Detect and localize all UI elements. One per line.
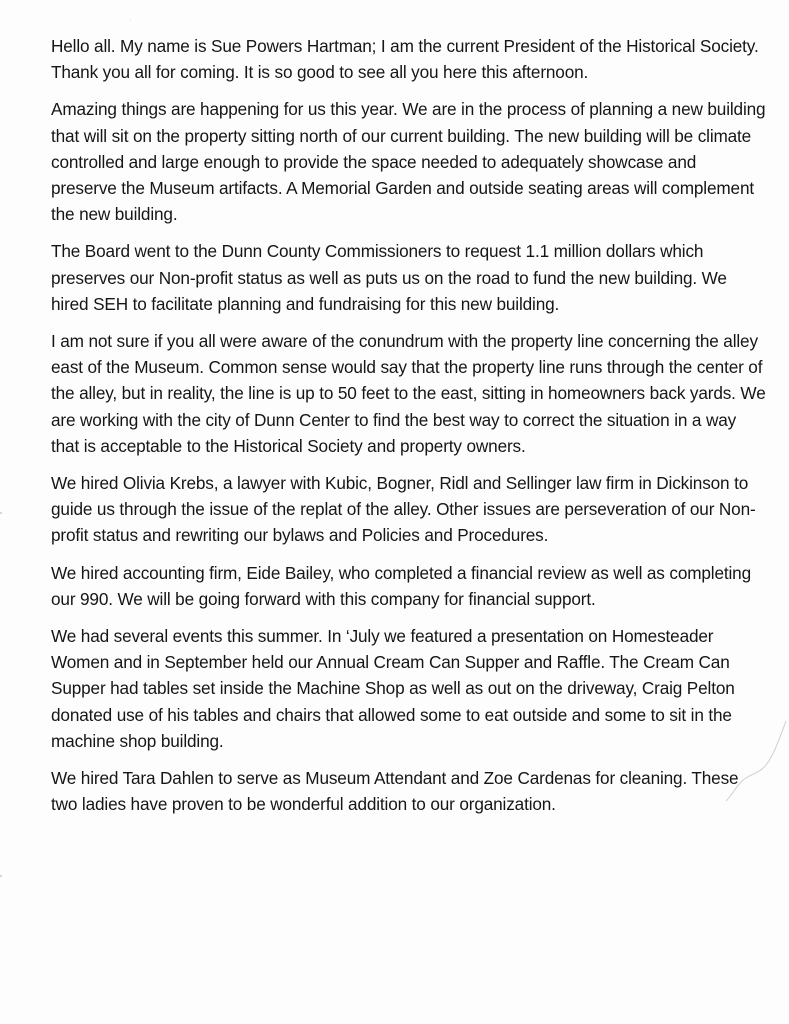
paragraph-commissioners: The Board went to the Dunn County Commissioners to request 1.1 million dollars which preserves our Non-profit status as well as puts us on the road to fund the new building. We hired SEH to facilitate planning and fundraising for this new building. <box>51 241 727 314</box>
paragraph-events: We had several events this summer. In ‘July we featured a presentation on Homesteader Women and in September held our Annual Cream Can Supper and Raffle. The Cream Can Supper had tables set inside the Machine Shop as well as out on the driveway, Craig Pelton donated use of his tables and chairs that allowed some to eat outside and some to sit in the machine shop building. <box>51 626 735 751</box>
paragraph-new-building: Amazing things are happening for us this year. We are in the process of planning a new building that will sit on the property sitting north of our current building. The new building will be climate controlled and large enough to provide the space needed to adequately showcase and preserve the Museum artifacts. A Memorial Garden and outside seating areas will complement the new building. <box>51 99 766 225</box>
paragraph-staff: We hired Tara Dahlen to serve as Museum Attendant and Zoe Cardenas for cleaning. These two ladies have proven to be wonderful addition to our organization. <box>51 768 739 815</box>
scan-dot <box>0 512 2 514</box>
paragraph-lawyer: We hired Olivia Krebs, a lawyer with Kubic, Bogner, Ridl and Sellinger law firm in Dickinson to guide us through the issue of the replat of the alley. Other issues are perseveration of our Non-profit status and rewriting our bylaws and Policies and Procedures. <box>51 473 756 546</box>
paragraph-greeting: Hello all. My name is Sue Powers Hartman; I am the current President of the Historical Society. Thank you all for coming. It is so good to see all you here this afternoon. <box>51 36 759 83</box>
scan-dot <box>130 20 131 21</box>
paragraph-accounting: We hired accounting firm, Eide Bailey, who completed a financial review as well as completing our 990. We will be going forward with this company for financial support. <box>51 562 751 609</box>
letter-body <box>51 33 766 828</box>
scan-dot <box>0 875 2 877</box>
paragraph-property-line: I am not sure if you all were aware of the conundrum with the property line concerning the alley east of the Museum. Common sense would say that the property line runs through the center of the alley, but in reality, the line is up to 50 feet to the east, sitting in homeowners back yards. We are working with the city of Dunn Center to find the best way to correct the situation in a way that is acceptable to the Historical Society and property owners. <box>51 331 766 456</box>
